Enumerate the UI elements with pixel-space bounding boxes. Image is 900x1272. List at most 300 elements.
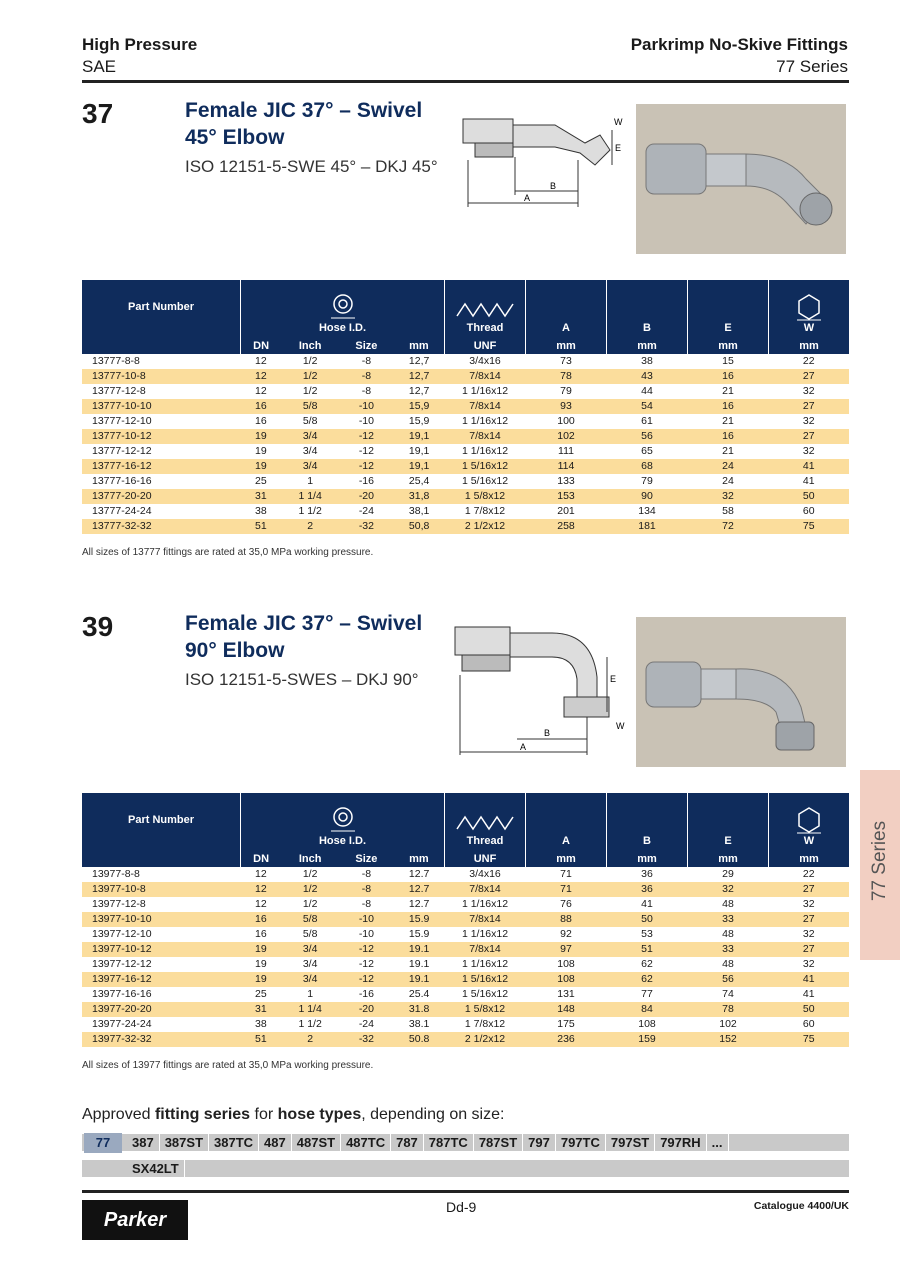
table-cell: 32 <box>802 385 815 397</box>
section-title-line2: 90° Elbow <box>185 639 285 662</box>
part-number-cell: 13777-10-8 <box>82 369 241 384</box>
table-cell: 133 <box>557 475 575 487</box>
table-row <box>82 897 849 912</box>
table-cell: 27 <box>769 882 850 897</box>
unit-cell: mm <box>769 337 850 354</box>
table-cell: 1 5/16x12 <box>445 459 526 474</box>
table-cell: 1 1/16x12 <box>461 415 509 427</box>
table-cell: 50 <box>607 912 688 927</box>
table-cell: 38 <box>254 505 267 517</box>
hose-type-item: ... <box>707 1134 729 1151</box>
table-cell: 1 5/16x12 <box>461 988 509 1000</box>
dim-label-w: W <box>614 117 623 127</box>
hose-type-item: 387ST <box>160 1134 209 1151</box>
section-title <box>185 97 422 151</box>
table-cell: -32 <box>339 1032 394 1047</box>
header-subcategory: SAE <box>82 57 117 76</box>
hose-type-item: 487ST <box>292 1134 341 1151</box>
table-cell: -24 <box>358 1018 374 1030</box>
col-hose-id: Hose I.D. <box>241 280 445 337</box>
table-cell: 77 <box>641 988 653 1000</box>
table-body <box>82 354 849 534</box>
pressure-note: All sizes of 13777 fittings are rated at 35,0 MPa working pressure. <box>82 547 374 558</box>
page-number: Dd-9 <box>446 1199 477 1215</box>
table-cell: 21 <box>722 445 734 457</box>
section-title-line1: Female JIC 37° – Swivel <box>185 612 423 635</box>
table-cell: -10 <box>339 399 394 414</box>
table-cell: 32 <box>688 882 769 897</box>
section-subtitle: ISO 12151-5-SWE 45° – DKJ 45° <box>185 157 438 176</box>
table-cell: 79 <box>641 475 653 487</box>
col-w: W <box>769 793 850 850</box>
unit-cell: mm <box>607 337 688 354</box>
table-cell: 54 <box>607 399 688 414</box>
hose-type-item: 387TC <box>209 1134 259 1151</box>
table-cell: 12 <box>254 385 267 397</box>
table-cell: 31 <box>241 1002 282 1017</box>
hex-wrench-icon <box>794 292 824 322</box>
table-cell: 1 5/16x12 <box>461 475 509 487</box>
table-row <box>82 867 849 882</box>
part-number-cell: 13977-12-8 <box>92 898 146 910</box>
table-cell: 108 <box>638 1018 656 1030</box>
dim-label-a: A <box>520 742 527 752</box>
col-a: A <box>526 280 607 337</box>
table-row <box>82 474 849 489</box>
thread-icon <box>455 811 515 835</box>
table-cell: 3/4 <box>281 459 339 474</box>
col-b: B <box>607 280 688 337</box>
table-cell: 78 <box>526 369 607 384</box>
hose-type-item: 787 <box>391 1134 424 1151</box>
table-cell: 15,9 <box>408 415 430 427</box>
table-row <box>82 1017 849 1032</box>
table-cell: 19,1 <box>394 429 445 444</box>
unit-cell: mm <box>688 850 769 867</box>
table-cell: 79 <box>560 385 572 397</box>
table-cell: 93 <box>526 399 607 414</box>
table-cell: 29 <box>722 868 734 880</box>
table-cell: 76 <box>560 898 572 910</box>
table-row <box>82 489 849 504</box>
table-cell: 38 <box>641 355 653 367</box>
table-cell: 12,7 <box>408 385 430 397</box>
table-cell: 38.1 <box>408 1018 430 1030</box>
spec-table-13977 <box>82 793 849 1047</box>
table-cell: 3/4 <box>302 958 318 970</box>
col-thread: Thread <box>445 793 526 850</box>
table-cell: -8 <box>361 385 372 397</box>
table-cell: 7/8x14 <box>445 399 526 414</box>
table-cell: 19 <box>241 459 282 474</box>
table-cell: 16 <box>241 912 282 927</box>
part-number-cell: 13777-12-10 <box>92 415 152 427</box>
table-cell: 1 1/16x12 <box>461 445 509 457</box>
table-cell: 50,8 <box>394 519 445 534</box>
technical-drawing-45 <box>460 105 630 210</box>
table-cell: 31.8 <box>394 1002 445 1017</box>
section-title-line2: 45° Elbow <box>185 126 285 149</box>
table-cell: 108 <box>557 958 575 970</box>
col-hose-id: Hose I.D. <box>241 793 445 850</box>
table-cell: 2 1/2x12 <box>445 1032 526 1047</box>
table-cell: 74 <box>722 988 734 1000</box>
table-cell: 44 <box>641 385 653 397</box>
table-cell: 201 <box>557 505 575 517</box>
table-cell: 1/2 <box>281 882 339 897</box>
table-cell: 1 1/2 <box>298 505 322 517</box>
table-cell: 43 <box>607 369 688 384</box>
col-e: E <box>688 280 769 337</box>
unit-cell: DN <box>241 337 282 354</box>
table-cell: -12 <box>339 972 394 987</box>
table-cell: 32 <box>802 445 815 457</box>
table-cell: -24 <box>358 505 374 517</box>
table-cell: 60 <box>802 505 815 517</box>
table-cell: 19 <box>254 445 267 457</box>
table-row <box>82 354 849 369</box>
hose-type-item: 797 <box>523 1134 556 1151</box>
part-number-cell: 13777-24-24 <box>92 505 152 517</box>
table-cell: 78 <box>688 1002 769 1017</box>
unit-cell: DN <box>241 850 282 867</box>
table-cell: -32 <box>339 519 394 534</box>
part-number-cell: 13777-12-8 <box>92 385 146 397</box>
section-number: 39 <box>82 611 114 642</box>
table-row <box>82 1032 849 1047</box>
table-cell: 88 <box>526 912 607 927</box>
table-cell: 32 <box>802 898 815 910</box>
table-cell: 41 <box>769 972 850 987</box>
unit-cell: mm <box>688 337 769 354</box>
dim-label-e: E <box>610 674 617 684</box>
table-cell: 15,9 <box>394 399 445 414</box>
parker-logo <box>82 1200 188 1240</box>
table-cell: 1 5/8x12 <box>445 489 526 504</box>
table-cell: 12.7 <box>394 882 445 897</box>
hose-types-bar-1 <box>82 1134 849 1151</box>
table-cell: 102 <box>526 429 607 444</box>
table-cell: 1/2 <box>302 868 318 880</box>
table-cell: 1 1/16x12 <box>461 385 509 397</box>
table-cell: 1 7/8x12 <box>464 505 506 517</box>
table-cell: 84 <box>607 1002 688 1017</box>
table-cell: 111 <box>558 445 574 457</box>
hose-types-bar-2 <box>82 1160 849 1177</box>
table-cell: -12 <box>358 445 374 457</box>
table-cell: -8 <box>339 882 394 897</box>
table-cell: 102 <box>719 1018 737 1030</box>
table-cell: 175 <box>557 1018 575 1030</box>
table-cell: 2 <box>281 1032 339 1047</box>
table-cell: 51 <box>607 942 688 957</box>
unit-cell: Inch <box>281 337 339 354</box>
unit-cell: mm <box>394 337 445 354</box>
table-cell: 97 <box>526 942 607 957</box>
table-cell: 22 <box>802 868 815 880</box>
table-cell: 19,1 <box>408 445 430 457</box>
table-cell: 16 <box>254 928 267 940</box>
table-cell: 56 <box>607 429 688 444</box>
table-cell: 24 <box>722 475 734 487</box>
table-cell: -16 <box>358 475 374 487</box>
table-cell: 27 <box>769 429 850 444</box>
table-cell: 21 <box>722 385 734 397</box>
hex-wrench-icon <box>794 805 824 835</box>
table-cell: 24 <box>688 459 769 474</box>
table-cell: 5/8 <box>302 928 318 940</box>
col-w: W <box>769 280 850 337</box>
table-cell: 1 1/4 <box>281 489 339 504</box>
col-b: B <box>607 793 688 850</box>
series-tag: 77 <box>84 1133 122 1153</box>
table-cell: 12 <box>254 868 267 880</box>
table-row <box>82 519 849 534</box>
thread-icon <box>455 298 515 322</box>
table-cell: 12 <box>241 369 282 384</box>
table-cell: 50 <box>769 1002 850 1017</box>
table-cell: 32 <box>802 958 815 970</box>
table-cell: -10 <box>358 415 374 427</box>
table-cell: 50 <box>769 489 850 504</box>
table-cell: 12 <box>254 898 267 910</box>
table-cell: 1 1/2 <box>298 1018 322 1030</box>
table-cell: 48 <box>722 898 734 910</box>
table-cell: -16 <box>358 988 374 1000</box>
unit-cell: Inch <box>281 850 339 867</box>
table-cell: 5/8 <box>281 912 339 927</box>
table-cell: 48 <box>722 928 734 940</box>
table-row <box>82 444 849 459</box>
approved-heading: Approved fitting series for hose types, depending on size: <box>82 1106 505 1123</box>
table-cell: -8 <box>361 898 372 910</box>
unit-cell: Size <box>339 850 394 867</box>
table-cell: 153 <box>526 489 607 504</box>
table-cell: -20 <box>339 1002 394 1017</box>
table-cell: 181 <box>607 519 688 534</box>
table-cell: 19.1 <box>394 942 445 957</box>
table-cell: 5/8 <box>281 399 339 414</box>
col-e: E <box>688 793 769 850</box>
header-rule <box>82 80 849 83</box>
part-number-cell: 13977-16-16 <box>92 988 152 1000</box>
table-cell: 60 <box>802 1018 815 1030</box>
part-number-cell: 13777-10-12 <box>82 429 241 444</box>
table-cell: 33 <box>688 942 769 957</box>
table-cell: 19,1 <box>394 459 445 474</box>
table-cell: 19.1 <box>394 972 445 987</box>
table-cell: 1/2 <box>281 369 339 384</box>
table-row <box>82 459 849 474</box>
table-row <box>82 927 849 942</box>
approved-bold-fitting: fitting series <box>154 1106 251 1123</box>
table-cell: 58 <box>722 505 734 517</box>
table-cell: 25.4 <box>408 988 430 1000</box>
part-number-cell: 13777-16-16 <box>92 475 152 487</box>
table-cell: 3/4 <box>302 445 318 457</box>
unit-cell: mm <box>526 337 607 354</box>
table-cell: 71 <box>526 882 607 897</box>
table-cell: 53 <box>641 928 653 940</box>
table-cell: 5/8 <box>302 415 318 427</box>
table-cell: 65 <box>641 445 653 457</box>
table-cell: 48 <box>722 958 734 970</box>
table-cell: 90 <box>607 489 688 504</box>
part-number-cell: 13977-10-12 <box>82 942 241 957</box>
technical-drawing-90 <box>452 617 632 757</box>
part-number-cell: 13977-10-8 <box>82 882 241 897</box>
table-cell: -10 <box>358 928 374 940</box>
table-cell: 3/4x16 <box>469 868 501 880</box>
table-cell: 114 <box>526 459 607 474</box>
table-cell: 7/8x14 <box>445 912 526 927</box>
table-row <box>82 942 849 957</box>
section-number: 37 <box>82 98 114 129</box>
table-cell: 72 <box>688 519 769 534</box>
col-thread: Thread <box>445 280 526 337</box>
table-cell: 22 <box>802 355 815 367</box>
table-cell: 1 5/16x12 <box>445 972 526 987</box>
table-cell: 32 <box>802 928 815 940</box>
table-row <box>82 399 849 414</box>
unit-cell <box>82 337 241 354</box>
table-cell: 92 <box>560 928 572 940</box>
table-cell: 16 <box>688 399 769 414</box>
table-cell: 21 <box>722 415 734 427</box>
table-cell: 62 <box>641 958 653 970</box>
table-cell: 27 <box>769 369 850 384</box>
table-cell: 1 1/16x12 <box>461 958 509 970</box>
table-cell: 7/8x14 <box>445 369 526 384</box>
table-cell: 38 <box>254 1018 267 1030</box>
dim-label-e: E <box>615 143 622 153</box>
table-cell: -8 <box>361 355 372 367</box>
hose-type-item: 387 <box>127 1134 160 1151</box>
dim-label-w: W <box>616 721 625 731</box>
unit-cell: UNF <box>445 337 526 354</box>
part-number-cell: 13977-12-10 <box>92 928 152 940</box>
table-cell: 131 <box>557 988 575 1000</box>
product-photo-45 <box>636 104 846 254</box>
table-cell: 152 <box>688 1032 769 1047</box>
table-cell: 68 <box>607 459 688 474</box>
table-cell: -12 <box>339 459 394 474</box>
table-cell: 56 <box>688 972 769 987</box>
table-cell: 25 <box>254 475 267 487</box>
hose-type-item: 487TC <box>341 1134 391 1151</box>
table-row <box>82 987 849 1002</box>
table-cell: 32 <box>688 489 769 504</box>
table-cell: 25,4 <box>408 475 430 487</box>
table-cell: 27 <box>769 399 850 414</box>
table-cell: 19 <box>241 942 282 957</box>
table-cell: 1/2 <box>302 355 318 367</box>
table-cell: 1/2 <box>302 898 318 910</box>
table-cell: 38,1 <box>408 505 430 517</box>
table-cell: 41 <box>769 459 850 474</box>
part-number-cell: 13777-20-20 <box>82 489 241 504</box>
table-cell: 2 <box>281 519 339 534</box>
table-cell: -8 <box>361 868 372 880</box>
hose-type-item: 787ST <box>474 1134 523 1151</box>
dim-label-a: A <box>524 193 531 203</box>
table-cell: -12 <box>358 958 374 970</box>
table-cell: 75 <box>769 519 850 534</box>
section-subtitle: ISO 12151-5-SWES – DKJ 90° <box>185 670 419 689</box>
table-cell: -20 <box>339 489 394 504</box>
part-number-cell: 13977-20-20 <box>82 1002 241 1017</box>
dim-label-b: B <box>550 181 557 191</box>
table-row <box>82 957 849 972</box>
table-cell: 71 <box>560 868 572 880</box>
side-tab-label: 77 Series <box>869 820 890 902</box>
table-cell: 12.7 <box>408 868 430 880</box>
table-cell: 1 1/16x12 <box>461 898 509 910</box>
header-series: 77 Series <box>776 57 848 76</box>
part-number-cell: 13777-16-12 <box>82 459 241 474</box>
table-cell: 32 <box>802 415 815 427</box>
table-row <box>82 384 849 399</box>
table-row <box>82 504 849 519</box>
table-cell: 134 <box>638 505 656 517</box>
table-cell: 33 <box>688 912 769 927</box>
col-part-number: Part Number <box>82 793 241 850</box>
table-cell: 25 <box>254 988 267 1000</box>
pressure-note: All sizes of 13977 fittings are rated at 35,0 MPa working pressure. <box>82 1060 374 1071</box>
table-cell: 1 1/16x12 <box>461 928 509 940</box>
table-cell: 19 <box>241 429 282 444</box>
hose-type-item: 797ST <box>606 1134 655 1151</box>
table-cell: 1/2 <box>302 385 318 397</box>
table-row <box>82 972 849 987</box>
table-cell: 258 <box>526 519 607 534</box>
table-cell: 15 <box>722 355 734 367</box>
col-part-number: Part Number <box>82 280 241 337</box>
hose-id-icon <box>323 292 363 322</box>
header-product-line: Parkrimp No-Skive Fittings <box>630 35 848 54</box>
table-cell: 236 <box>526 1032 607 1047</box>
part-number-cell: 13777-12-12 <box>92 445 152 457</box>
table-cell: -8 <box>339 369 394 384</box>
table-cell: 7/8x14 <box>445 882 526 897</box>
table-cell: 1 <box>307 475 314 487</box>
part-number-cell: 13777-32-32 <box>82 519 241 534</box>
part-number-cell: 13977-10-10 <box>82 912 241 927</box>
part-number-cell: 13977-12-12 <box>92 958 152 970</box>
table-cell: 2 1/2x12 <box>445 519 526 534</box>
table-cell: 12.7 <box>408 898 430 910</box>
table-cell: 1 <box>307 988 314 1000</box>
catalogue-number: Catalogue 4400/UK <box>753 1200 849 1212</box>
table-cell: 3/4x16 <box>469 355 501 367</box>
product-photo-90 <box>636 617 846 767</box>
table-cell: 51 <box>241 519 282 534</box>
logo-text: Parker <box>103 1209 167 1231</box>
table-cell: 50.8 <box>394 1032 445 1047</box>
table-cell: 7/8x14 <box>445 942 526 957</box>
table-cell: 12,7 <box>394 369 445 384</box>
table-cell: 7/8x14 <box>445 429 526 444</box>
table-cell: 108 <box>526 972 607 987</box>
table-cell: 16 <box>254 415 267 427</box>
unit-cell: mm <box>394 850 445 867</box>
dim-label-b: B <box>544 728 551 738</box>
table-cell: 51 <box>241 1032 282 1047</box>
approved-bold-hose: hose types <box>277 1106 362 1123</box>
table-cell: 31 <box>241 489 282 504</box>
table-cell: 75 <box>769 1032 850 1047</box>
unit-cell: UNF <box>445 850 526 867</box>
